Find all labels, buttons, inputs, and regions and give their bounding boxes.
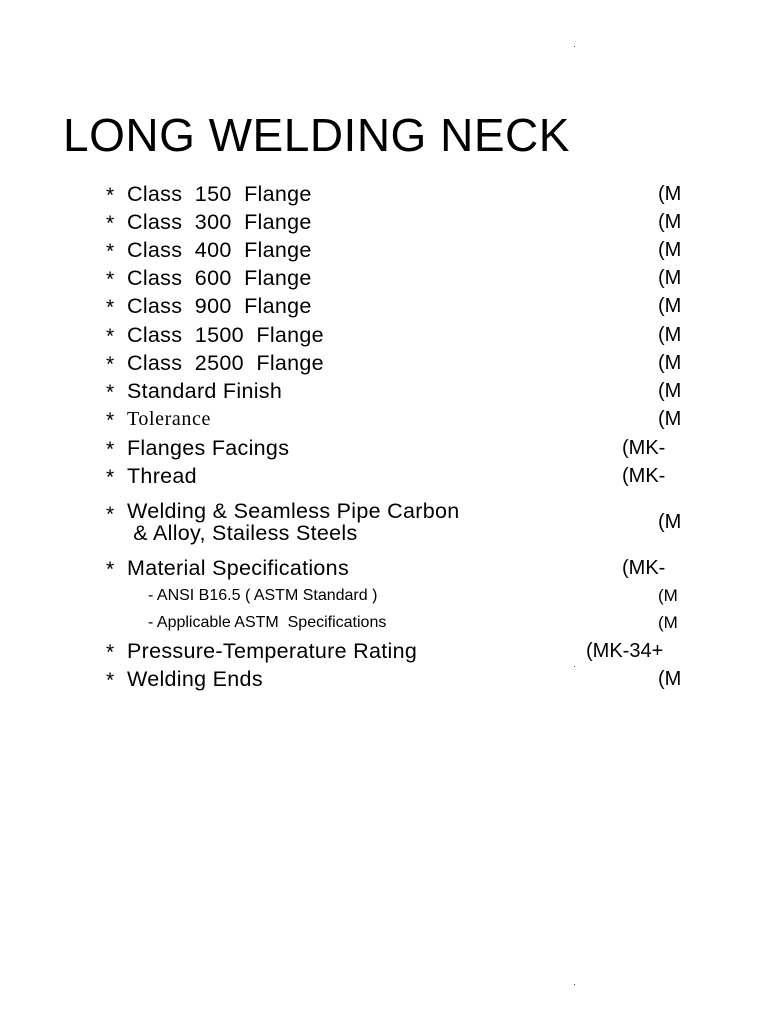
list-item-class-150 [0, 181, 768, 209]
bullet: * [106, 438, 115, 461]
list-item-class-600 [0, 265, 768, 293]
subitem-ansi-ref: (M [658, 586, 678, 605]
bullet: * [106, 409, 115, 432]
item-ref: (M [658, 324, 682, 346]
item-label: Thread [127, 464, 197, 488]
list-item-thread [0, 463, 768, 491]
bullet: * [106, 503, 115, 526]
item-ref: (MK-34+ [586, 640, 664, 662]
item-ref: (M [658, 295, 682, 317]
item-ref: (MK- [622, 557, 666, 579]
subitem-astm-label: - Applicable ASTM Specifications [148, 614, 387, 631]
bullet: * [106, 558, 115, 581]
item-label: Class 600 Flange [127, 266, 312, 290]
item-label: Pressure-Temperature Rating [127, 639, 418, 663]
item-label: Class 150 Flange [127, 182, 312, 206]
item-ref: (M [658, 267, 682, 289]
item-label: Flanges Facings [127, 436, 290, 460]
list-item-flanges-facings [0, 435, 768, 463]
bullet: * [106, 641, 115, 664]
item-ref: (M [658, 183, 682, 205]
item-label: Class 900 Flange [127, 294, 312, 318]
item-ref: (MK- [622, 465, 666, 487]
item-label: Tolerance [127, 408, 211, 430]
bullet: * [106, 353, 115, 376]
list-item-class-300 [0, 209, 768, 237]
bullet: * [106, 466, 115, 489]
subitem-astm-ref: (M [658, 613, 678, 632]
item-ref: (M [658, 511, 682, 533]
list-item-welding-seamless-pipe [0, 500, 768, 546]
bullet: * [106, 268, 115, 291]
bullet: * [106, 669, 115, 692]
list-item-pressure-temperature [0, 638, 768, 666]
item-ref: (M [658, 380, 682, 402]
list-item-welding-ends [0, 666, 768, 694]
list-item-class-900 [0, 293, 768, 321]
list-item-material-specifications [0, 555, 768, 583]
list-item-class-400 [0, 237, 768, 265]
item-ref: (M [658, 352, 682, 374]
item-label: Class 1500 Flange [127, 323, 324, 347]
bullet: * [106, 325, 115, 348]
item-label: Class 400 Flange [127, 238, 312, 262]
list-item-tolerance [0, 406, 768, 434]
subitem-ansi-label: - ANSI B16.5 ( ASTM Standard ) [148, 587, 378, 604]
item-ref: (M [658, 239, 682, 261]
bullet: * [106, 381, 115, 404]
list-item-class-1500 [0, 322, 768, 350]
item-label: Class 2500 Flange [127, 351, 324, 375]
bullet: * [106, 296, 115, 319]
item-ref: (M [658, 211, 682, 233]
bullet: * [106, 184, 115, 207]
item-label: Class 300 Flange [127, 210, 312, 234]
item-ref: (M [658, 408, 682, 430]
list-item-standard-finish [0, 378, 768, 406]
bullet: * [106, 240, 115, 263]
speck-bottom [574, 984, 575, 985]
item-label: Standard Finish [127, 379, 283, 403]
item-ref: (M [658, 668, 682, 690]
list-item-class-2500 [0, 350, 768, 378]
item-label: Material Specifications [127, 556, 349, 580]
item-ref: (MK- [622, 437, 666, 459]
item-label: Welding Ends [127, 667, 263, 691]
page-title: LONG WELDING NECK [63, 109, 570, 161]
speck-top [574, 46, 575, 47]
bullet: * [106, 212, 115, 235]
item-label: Welding & Seamless Pipe Carbon & Alloy, Stailess Steels [127, 499, 460, 545]
